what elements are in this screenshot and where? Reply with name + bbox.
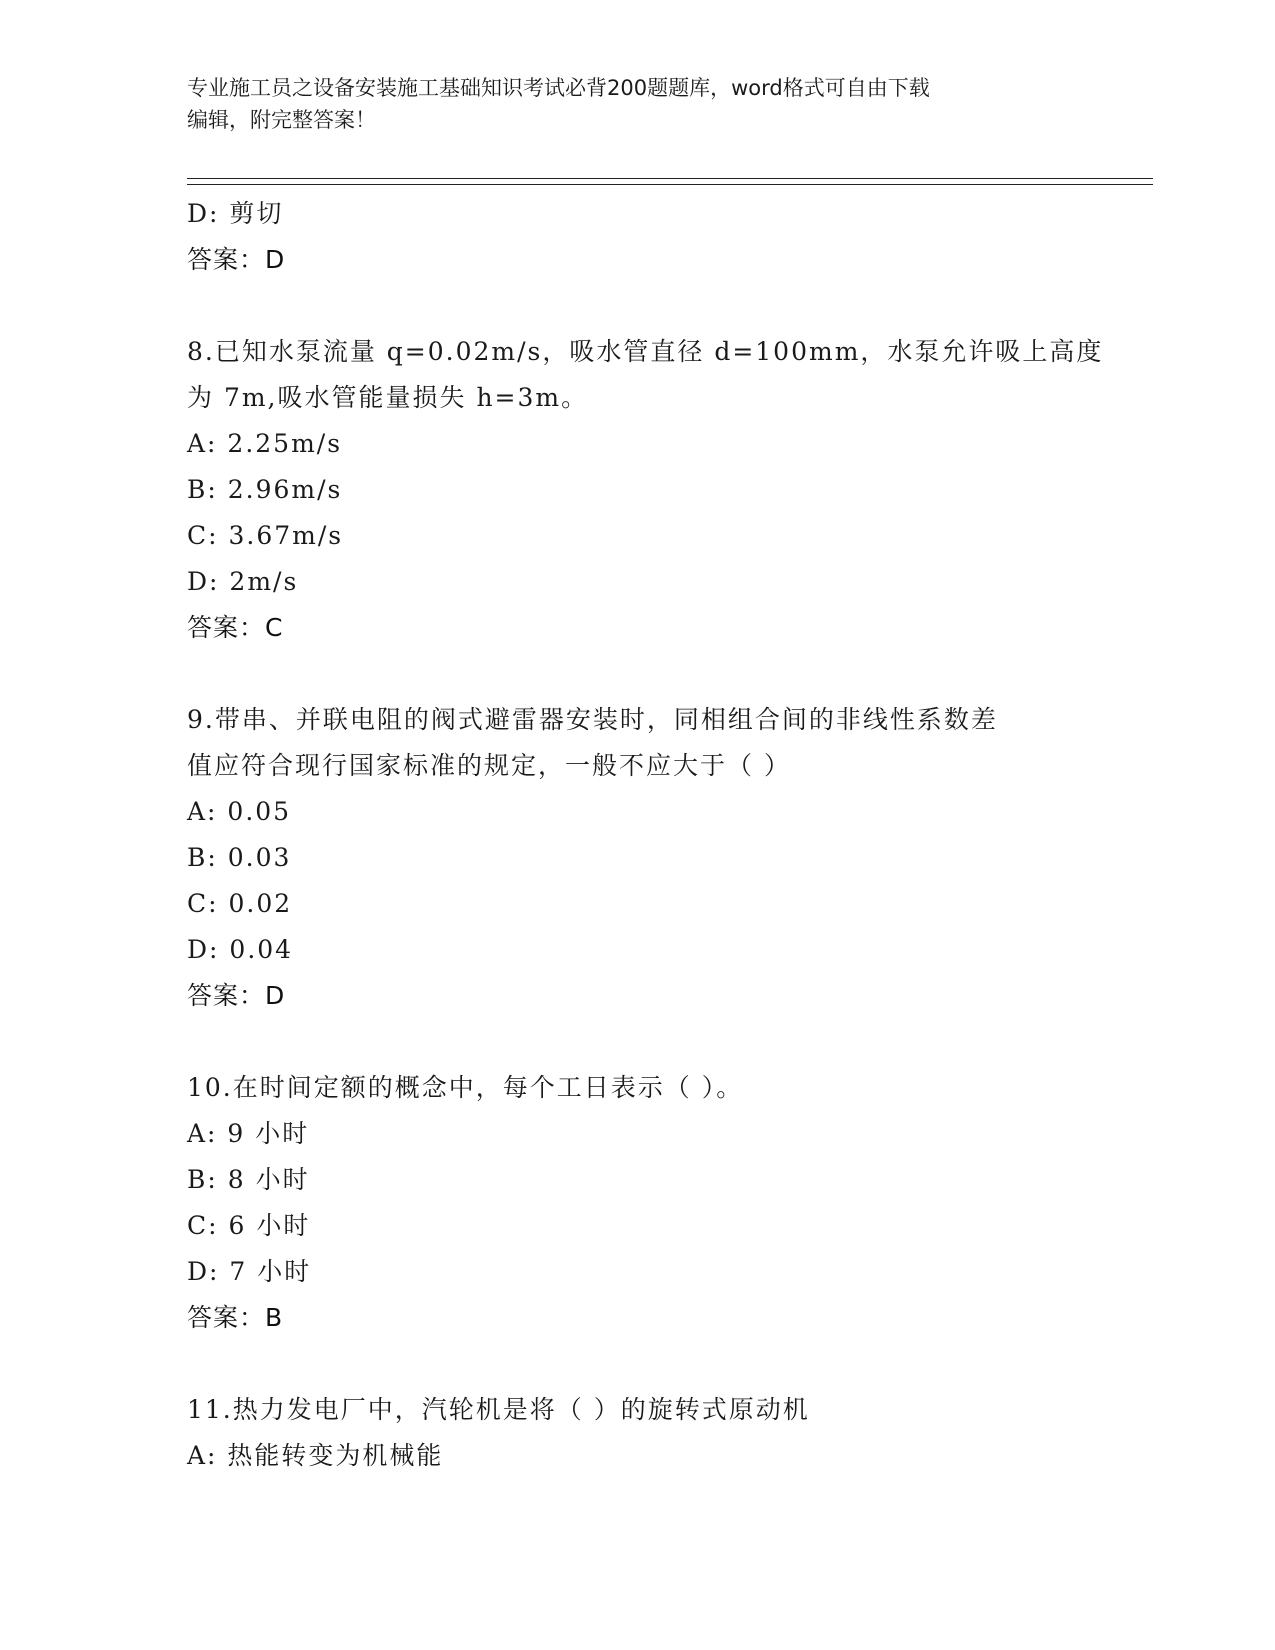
question-10-title: 10.在时间定额的概念中，每个工日表示（ ）。 [187,1073,744,1102]
option-a: A: 9 小时 [187,1119,310,1148]
option-d: D: 0.04 [187,935,294,964]
option-d: D: 剪切 [187,199,284,228]
option-d: D: 7 小时 [187,1257,312,1286]
option-c: C: 3.67m/s [187,521,344,550]
option-a: A: 热能转变为机械能 [187,1441,444,1470]
header-title-line-1: 专业施工员之设备安装施工基础知识考试必背200题题库，word格式可自由下载 [187,76,930,100]
option-b: B: 2.96m/s [187,475,343,504]
option-d: D: 2m/s [187,567,299,596]
header-divider-top [187,178,1153,179]
option-a: A: 2.25m/s [187,429,343,458]
answer-line: 答案：D [187,981,286,1010]
header-divider-bottom [187,184,1153,185]
question-11-title: 11.热力发电厂中，汽轮机是将（ ）的旋转式原动机 [187,1395,810,1424]
question-8-title-line-2: 为 7m,吸水管能量损失 h=3m。 [187,383,589,412]
option-c: C: 0.02 [187,889,293,918]
option-c: C: 6 小时 [187,1211,311,1240]
answer-line: 答案：B [187,1303,284,1332]
answer-line: 答案：C [187,613,284,642]
option-b: B: 0.03 [187,843,292,872]
answer-line: 答案：D [187,245,286,274]
header-title-line-2: 编辑，附完整答案！ [187,108,376,132]
question-9-title-line-2: 值应符合现行国家标准的规定，一般不应大于（ ） [187,751,791,780]
option-a: A: 0.05 [187,797,292,826]
option-b: B: 8 小时 [187,1165,310,1194]
question-8 [187,329,1104,651]
question-11 [187,1387,1087,1479]
question-9-title-line-1: 9.带串、并联电阻的阀式避雷器安装时，同相组合间的非线性系数差 [187,705,998,734]
question-10 [187,1065,1087,1341]
document-header [187,72,1087,136]
question-list [187,191,1104,1479]
question-9 [187,697,1087,1019]
question-8-title-line-1: 8.已知水泵流量 q=0.02m/s，吸水管直径 d=100mm，水泵允许吸上高度 [187,337,1104,366]
